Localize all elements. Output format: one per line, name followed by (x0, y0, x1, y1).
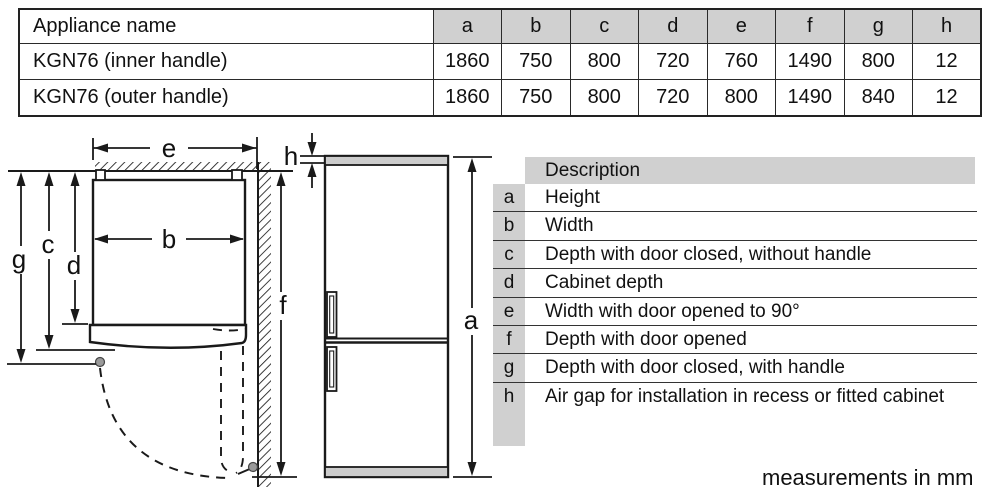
upper-door-handle (327, 292, 337, 337)
dimensions-table (18, 8, 982, 117)
description-row-h (493, 383, 977, 410)
dim-value: 1490 (776, 80, 845, 117)
row-key: c (504, 243, 514, 265)
col-header-h: h (913, 9, 982, 44)
dim-value: 12 (913, 80, 982, 117)
appliance-name-header: Appliance name (19, 9, 433, 44)
dim-value: 720 (639, 80, 708, 117)
description-row-e (493, 298, 977, 326)
row-key: h (503, 385, 515, 407)
fridge-front-body (325, 156, 448, 477)
description-row-d (493, 269, 977, 297)
description-row-g (493, 354, 977, 382)
description-rows (493, 184, 977, 410)
fridge-bottom-strip (325, 467, 448, 477)
handle-knob-open (249, 463, 258, 472)
row-text: Depth with door opened (545, 328, 747, 350)
dim-value: 1860 (433, 44, 502, 80)
col-header-d: d (639, 9, 708, 44)
row-key: e (503, 300, 515, 322)
dim-value: 760 (707, 44, 776, 80)
dim-value: 800 (844, 44, 913, 80)
dim-value: 1860 (433, 80, 502, 117)
table-row (19, 80, 981, 117)
dim-label-b: b (161, 224, 177, 254)
model-name: KGN76 (outer handle) (19, 80, 433, 117)
dimension-d (62, 172, 88, 324)
col-header-f: f (776, 9, 845, 44)
col-header-e: e (707, 9, 776, 44)
description-row-c (493, 241, 977, 269)
row-text: Air gap for installation in recess or fitted cabinet (545, 385, 945, 407)
col-header-a: a (433, 9, 502, 44)
dim-value: 750 (502, 80, 571, 117)
table-row (19, 44, 981, 80)
row-key: f (506, 328, 512, 350)
dim-value: 800 (707, 80, 776, 117)
dim-label-g: g (11, 244, 27, 274)
handle-knob-closed (96, 358, 105, 367)
description-row-b (493, 212, 977, 240)
table-header-row (19, 9, 981, 44)
description-row-a (493, 184, 977, 212)
door-closed-top-view (90, 325, 246, 348)
row-key: d (503, 272, 515, 294)
dim-label-c: c (41, 229, 55, 259)
dim-label-h: h (283, 141, 299, 171)
col-header-b: b (502, 9, 571, 44)
row-text: Depth with door closed, with handle (545, 357, 845, 379)
dim-label-f: f (279, 290, 287, 320)
row-key: a (503, 187, 515, 208)
dim-value: 1490 (776, 44, 845, 80)
description-row-f (493, 326, 977, 354)
dim-value: 840 (844, 80, 913, 117)
units-note: measurements in mm (762, 465, 974, 490)
door-open-dashed (213, 329, 245, 473)
row-key: g (503, 357, 515, 379)
row-key: b (503, 215, 515, 237)
model-name: KGN76 (inner handle) (19, 44, 433, 80)
wall-spacer-right (232, 170, 242, 180)
dim-value: 800 (570, 80, 639, 117)
row-text: Depth with door closed, without handle (545, 243, 872, 265)
col-header-g: g (844, 9, 913, 44)
lower-door-handle (327, 347, 337, 391)
front-view-diagram (325, 156, 492, 477)
row-text: Cabinet depth (545, 272, 664, 294)
row-text: Height (545, 187, 600, 208)
dimension-h (300, 133, 324, 188)
wall-spacer-left (96, 170, 105, 180)
dim-value: 12 (913, 44, 982, 80)
dim-value: 750 (502, 44, 571, 80)
description-header-label: Description (545, 160, 641, 181)
top-view-diagram (7, 133, 324, 487)
col-header-c: c (570, 9, 639, 44)
description-table (493, 157, 977, 410)
description-header (493, 157, 977, 184)
dim-value: 720 (639, 44, 708, 80)
door-swing-arc (100, 368, 227, 478)
fridge-top-strip (325, 156, 448, 165)
row-text: Width (545, 215, 594, 237)
row-text: Width with door opened to 90° (545, 300, 800, 322)
dim-value: 800 (570, 44, 639, 80)
dim-label-d: d (66, 250, 82, 280)
dim-label-a: a (463, 305, 479, 335)
dim-label-e: e (161, 133, 177, 163)
